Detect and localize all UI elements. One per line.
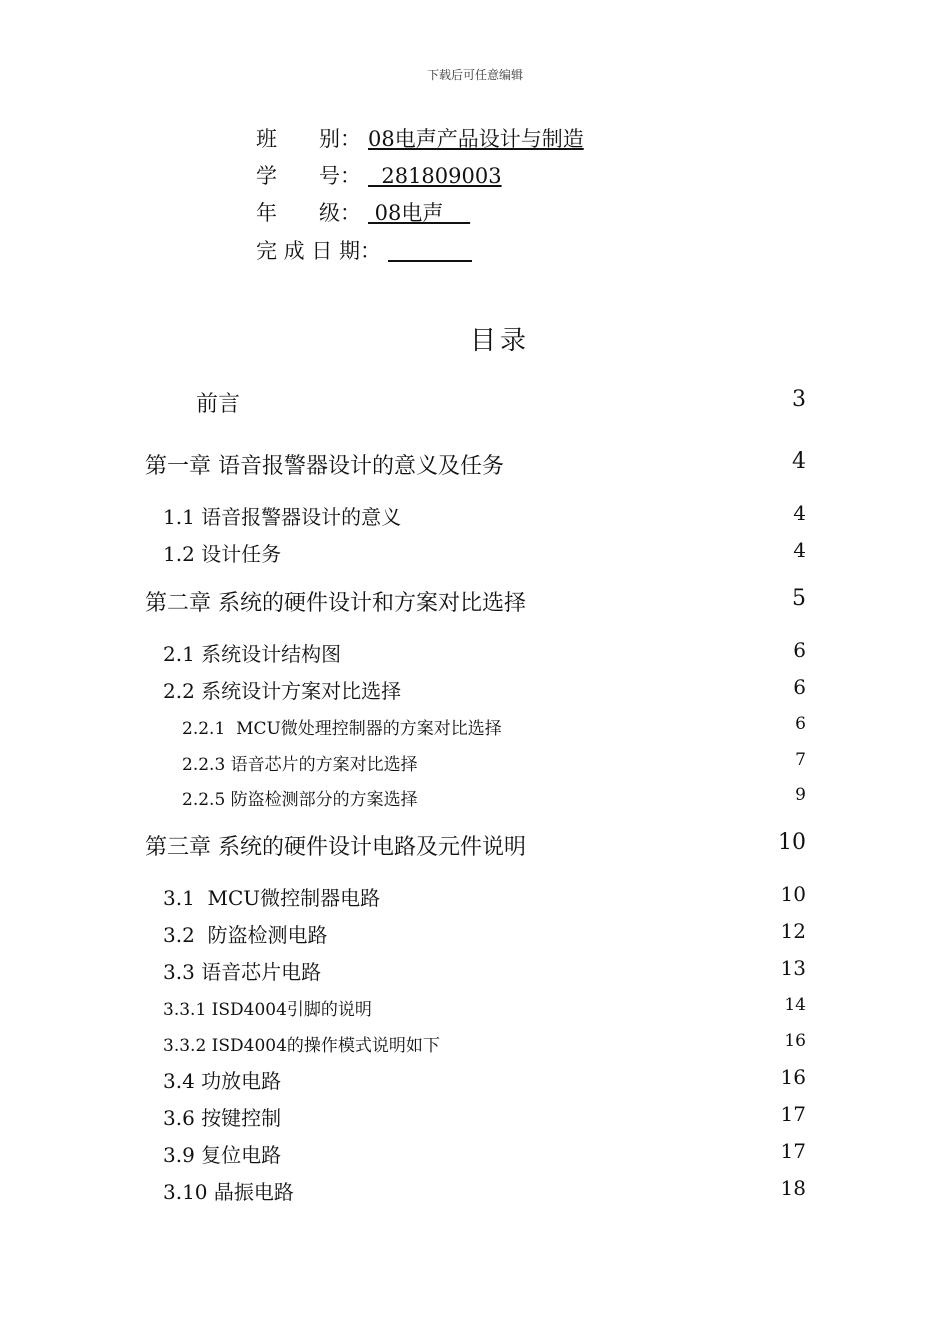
toc-entry-page: 5 — [792, 586, 806, 611]
toc-entry-text: 3.3.2 ISD4004的操作模式说明如下 — [163, 1036, 440, 1056]
toc-entry[interactable] — [0, 1139, 950, 1169]
grade-label: 年 级： — [256, 201, 361, 225]
toc-entry[interactable] — [0, 449, 950, 479]
class-value: 08电声产品设计与制造 — [368, 127, 584, 151]
toc-entry-page: 18 — [780, 1176, 806, 1200]
toc-entry-text: 3.3 语音芯片电路 — [163, 960, 322, 984]
toc-entry[interactable] — [0, 714, 950, 744]
toc-entry-page: 4 — [793, 538, 806, 562]
toc-entry-page: 13 — [780, 956, 806, 980]
toc-entry[interactable] — [0, 882, 950, 912]
toc-entry-text: 3.6 按键控制 — [163, 1106, 282, 1130]
toc-entry[interactable] — [0, 586, 950, 616]
toc-entry-page: 9 — [795, 785, 806, 805]
toc-entry[interactable] — [0, 830, 950, 860]
id-label: 学 号： — [256, 164, 361, 188]
toc-entry-page: 12 — [780, 919, 806, 943]
toc-entry[interactable] — [0, 785, 950, 815]
toc-entry[interactable] — [0, 995, 950, 1025]
toc-entry-text: 3.1 MCU微控制器电路 — [163, 886, 381, 910]
toc-entry-text: 2.2.1 MCU微处理控制器的方案对比选择 — [182, 719, 502, 739]
id-value: 281809003 — [368, 164, 502, 188]
toc-entry[interactable] — [0, 675, 950, 705]
toc-entry-page: 17 — [780, 1102, 806, 1126]
toc-entry-text: 2.2.3 语音芯片的方案对比选择 — [182, 755, 418, 775]
toc-entry[interactable] — [0, 1031, 950, 1061]
toc-entry[interactable] — [0, 1065, 950, 1095]
toc-entry[interactable] — [0, 1176, 950, 1206]
toc-entry[interactable] — [0, 638, 950, 668]
toc-entry-page: 6 — [793, 675, 806, 699]
toc-entry-page: 10 — [780, 882, 806, 906]
toc-entry-page: 6 — [793, 638, 806, 662]
toc-entry-text: 前言 — [196, 392, 241, 417]
toc-entry-page: 16 — [780, 1065, 806, 1089]
info-class-row — [256, 123, 584, 153]
info-grade-row — [256, 197, 470, 227]
toc-entry-text: 3.4 功放电路 — [163, 1069, 282, 1093]
toc-entry-text: 3.10 晶振电路 — [163, 1180, 294, 1204]
toc-entry-text: 1.2 设计任务 — [163, 542, 282, 566]
toc-entry-text: 第一章 语音报警器设计的意义及任务 — [145, 454, 504, 479]
toc-entry-page: 6 — [795, 714, 806, 734]
toc-entry-page: 16 — [784, 1031, 806, 1051]
info-date-row — [256, 235, 472, 265]
date-value — [388, 239, 472, 263]
toc-entry-page: 10 — [778, 830, 806, 855]
toc-entry-page: 4 — [793, 501, 806, 525]
grade-value: 08电声 — [368, 201, 471, 225]
header-note: 下载后可任意编辑 — [426, 68, 523, 82]
toc-entry-page: 7 — [795, 750, 806, 770]
toc-entry[interactable] — [0, 501, 950, 531]
toc-title: 目录 — [469, 326, 530, 356]
date-label: 完 成 日 期： — [256, 239, 382, 263]
toc-entry[interactable] — [0, 387, 950, 417]
toc-entry-page: 4 — [792, 449, 806, 474]
toc-entry-text: 1.1 语音报警器设计的意义 — [163, 505, 402, 529]
toc-entry-text: 第二章 系统的硬件设计和方案对比选择 — [145, 591, 526, 616]
toc-entry-page: 14 — [784, 995, 806, 1015]
class-label: 班 别： — [256, 127, 361, 151]
toc-entry-text: 3.9 复位电路 — [163, 1143, 282, 1167]
toc-entry[interactable] — [0, 538, 950, 568]
toc-entry-text: 3.2 防盗检测电路 — [163, 923, 328, 947]
toc-entry-page: 17 — [780, 1139, 806, 1163]
toc-entry-text: 2.1 系统设计结构图 — [163, 642, 342, 666]
info-id-row — [256, 160, 502, 190]
toc-entry-text: 第三章 系统的硬件设计电路及元件说明 — [145, 835, 526, 860]
toc-entry-text: 3.3.1 ISD4004引脚的说明 — [163, 1000, 372, 1020]
toc-entry[interactable] — [0, 1102, 950, 1132]
toc-entry-text: 2.2.5 防盗检测部分的方案选择 — [182, 790, 418, 810]
toc-entry-text: 2.2 系统设计方案对比选择 — [163, 679, 402, 703]
toc-entry-page: 3 — [792, 387, 806, 412]
toc-entry[interactable] — [0, 919, 950, 949]
toc-entry[interactable] — [0, 956, 950, 986]
toc-entry[interactable] — [0, 750, 950, 780]
